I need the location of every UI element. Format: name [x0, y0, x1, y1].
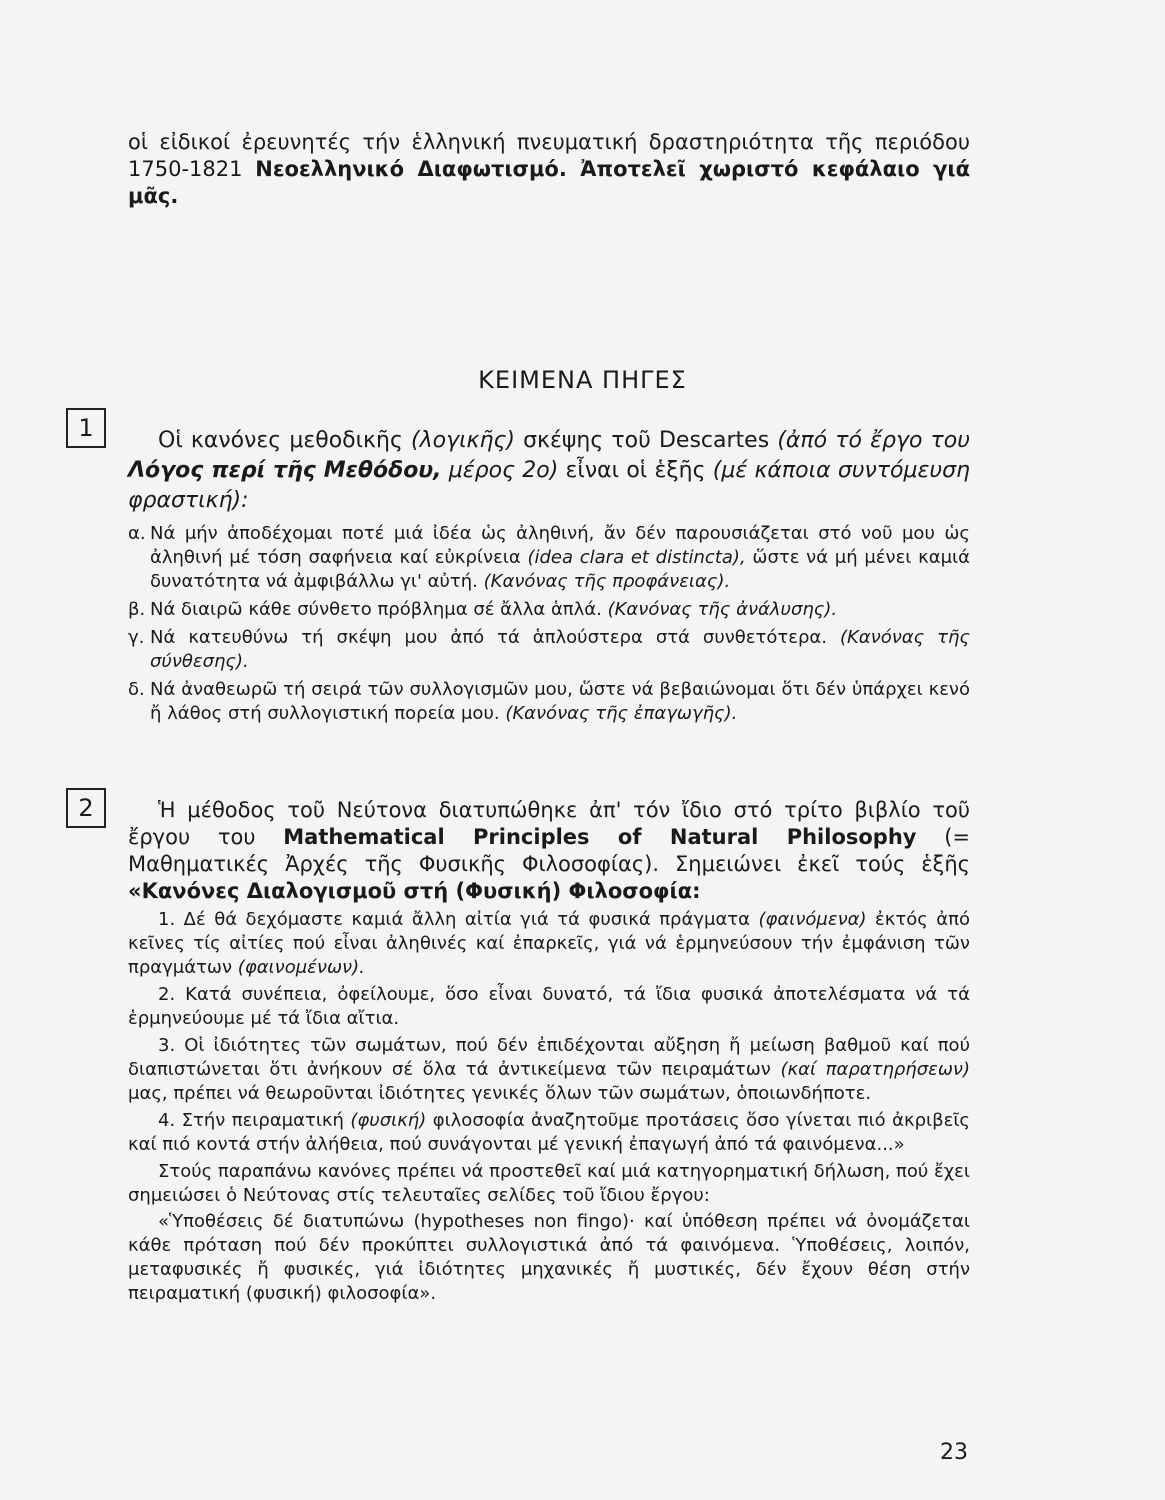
- intro-bold-text: Νεοελληνικό Διαφωτισμό. Ἀποτελεῖ χωριστό κεφάλαιο γιά μᾶς.: [128, 157, 970, 208]
- newton-rule-2: 2. Κατά συνέπεια, ὀφείλουμε, ὅσο εἶναι δυνατό, τά ἴδια φυσικά ἀποτελέσματα νά τά ἑρμηνεύουμε μέ τά ἴδια αἴτια.: [128, 984, 970, 1029]
- rule-gamma: [128, 626, 970, 674]
- newton-rule-4: 4. Στήν πειραματική (φυσική) φιλοσοφία ἀναζητοῦμε προτάσεις ὅσο γίνεται πιό ἀκριβεῖς καί πιό κοντά στήν ἀλήθεια, πού συνάγονται μέ γενική ἐπαγωγή ἀπό τά φαινόμενα...»: [128, 1110, 970, 1155]
- rule-delta: [128, 678, 970, 726]
- rule-alpha: [128, 522, 970, 594]
- rule-label: δ.: [128, 679, 145, 700]
- newton-lead: [128, 797, 970, 905]
- section-marker-1: 1: [66, 408, 106, 448]
- newton-statement-intro: Στούς παραπάνω κανόνες πρέπει νά προστεθεῖ καί μιά κατηγορηματική δήλωση, πού ἔχει σημειώσει ὁ Νεύτονας στίς τελευταῖες σελίδες τοῦ ἴδιου ἔργου:: [128, 1161, 970, 1206]
- lead-text: (= Μαθηματικές Ἀρχές τῆς Φυσικῆς Φιλοσοφίας). Σημειώνει ἐκεῖ τούς ἑξῆς: [128, 825, 971, 876]
- rule-text: Νά μήν ἀποδέχομαι ποτέ μιά ἰδέα ὡς ἀληθινή, ἄν δέν παρουσιάζεται στό νοῦ μου ὡς ἀληθινή μέ τόση σαφήνεια καί εὐκρίνεια (idea clara et distincta), ὥστε νά μή μένει καμιά δυνατότητα νά ἀμφιβάλλω γι' αὐτή. (Κανόνας τῆς προφάνειας).: [150, 523, 970, 592]
- work-title: Mathematical Principles of Natural Philosophy: [283, 825, 917, 849]
- rule-text: Νά κατευθύνω τή σκέψη μου ἀπό τά ἁπλούστερα στά συνθετότερα. (Κανόνας τῆς σύνθεσης).: [150, 627, 970, 672]
- rule-text: Νά διαιρῶ κάθε σύνθετο πρόβλημα σέ ἄλλα ἁπλά. (Κανόνας τῆς ἀνάλυσης).: [150, 599, 838, 620]
- rule-beta: [128, 598, 970, 622]
- descartes-section: [128, 426, 970, 726]
- newton-rule-3: 3. Οἱ ἰδιότητες τῶν σωμάτων, πού δέν ἐπιδέχονται αὔξηση ἤ μείωση βαθμοῦ καί πού διαπιστώνεται ὅτι ἀνήκουν σέ ὅλα τά ἀντικείμενα τῶν πειραμάτων (καί παρατηρήσεων) μας, πρέπει νά θεωροῦνται ἰδιότητες γενικές ὅλων τῶν σωμάτων, ὁποιωνδήποτε.: [128, 1035, 970, 1104]
- rule-text: Νά ἀναθεωρῶ τή σειρά τῶν συλλογισμῶν μου, ὥστε νά βεβαιώνομαι ὅτι δέν ὑπάρχει κενό ἤ λάθος στή συλλογιστική πορεία μου. (Κανόνας τῆς ἐπαγωγῆς).: [150, 679, 970, 724]
- intro-text: οἱ εἰδικοί ἐρευνητές τήν ἑλληνική πνευματική δραστηριότητα τῆς περιόδου 1750-1821: [128, 130, 970, 181]
- rules-heading: «Κανόνες Διαλογισμοῦ στή (Φυσική) Φιλοσοφία:: [128, 879, 701, 903]
- rule-label: α.: [128, 523, 146, 544]
- section-marker-2: 2: [66, 788, 106, 828]
- rule-label: γ.: [128, 627, 145, 648]
- lead-text: σκέψης τοῦ Descartes: [514, 428, 778, 453]
- section-title: ΚΕΙΜΕΝΑ ΠΗΓΕΣ: [478, 366, 687, 394]
- intro-paragraph: [128, 129, 970, 210]
- lead-italic: (μέ κάποια συντόμευση φραστική):: [128, 458, 970, 513]
- work-title: Λόγος περί τῆς Μεθόδου,: [128, 458, 442, 483]
- descartes-lead: [128, 426, 970, 516]
- lead-text: εἶναι οἱ ἑξῆς: [558, 458, 713, 483]
- newton-quote: «Ὑποθέσεις δέ διατυπώνω (hypotheses non fingo)· καί ὑπόθεση πρέπει νά ὀνομάζεται κάθε πρόταση πού δέν προκύπτει συλλογιστικά ἀπό τά φαινόμενα. Ὑποθέσεις, λοιπόν, μεταφυσικές ἤ φυσικές, γιά ἰδιότητες μηχανικές ἤ μυστικές, δέν ἔχουν θέση στήν πειραματική (φυσική) φιλοσοφία».: [128, 1211, 970, 1304]
- newton-section: [128, 797, 970, 1306]
- lead-text: Οἱ κανόνες μεθοδικῆς: [158, 428, 412, 453]
- newton-rule-1: 1. Δέ θά δεχόμαστε καμιά ἄλλη αἰτία γιά τά φυσικά πράγματα (φαινόμενα) ἐκτός ἀπό κεῖνες τίς αἰτίες πού εἶναι ἀληθινές καί ἐπαρκεῖς, γιά νά ἑρμηνεύσουν τήν ἐμφάνιση τῶν πραγμάτων (φαινομένων).: [128, 909, 970, 978]
- lead-italic: (ἀπό τό ἔργο του: [777, 428, 970, 453]
- rule-label: β.: [128, 599, 146, 620]
- lead-text: Ἡ μέθοδος τοῦ Νεύτονα διατυπώθηκε ἀπ' τόν ἴδιο στό τρίτο βιβλίο τοῦ ἔργου του: [128, 798, 970, 849]
- page-number: 23: [940, 1440, 968, 1465]
- lead-italic: μέρος 2ο): [441, 458, 559, 483]
- lead-italic: (λογικῆς): [411, 428, 515, 453]
